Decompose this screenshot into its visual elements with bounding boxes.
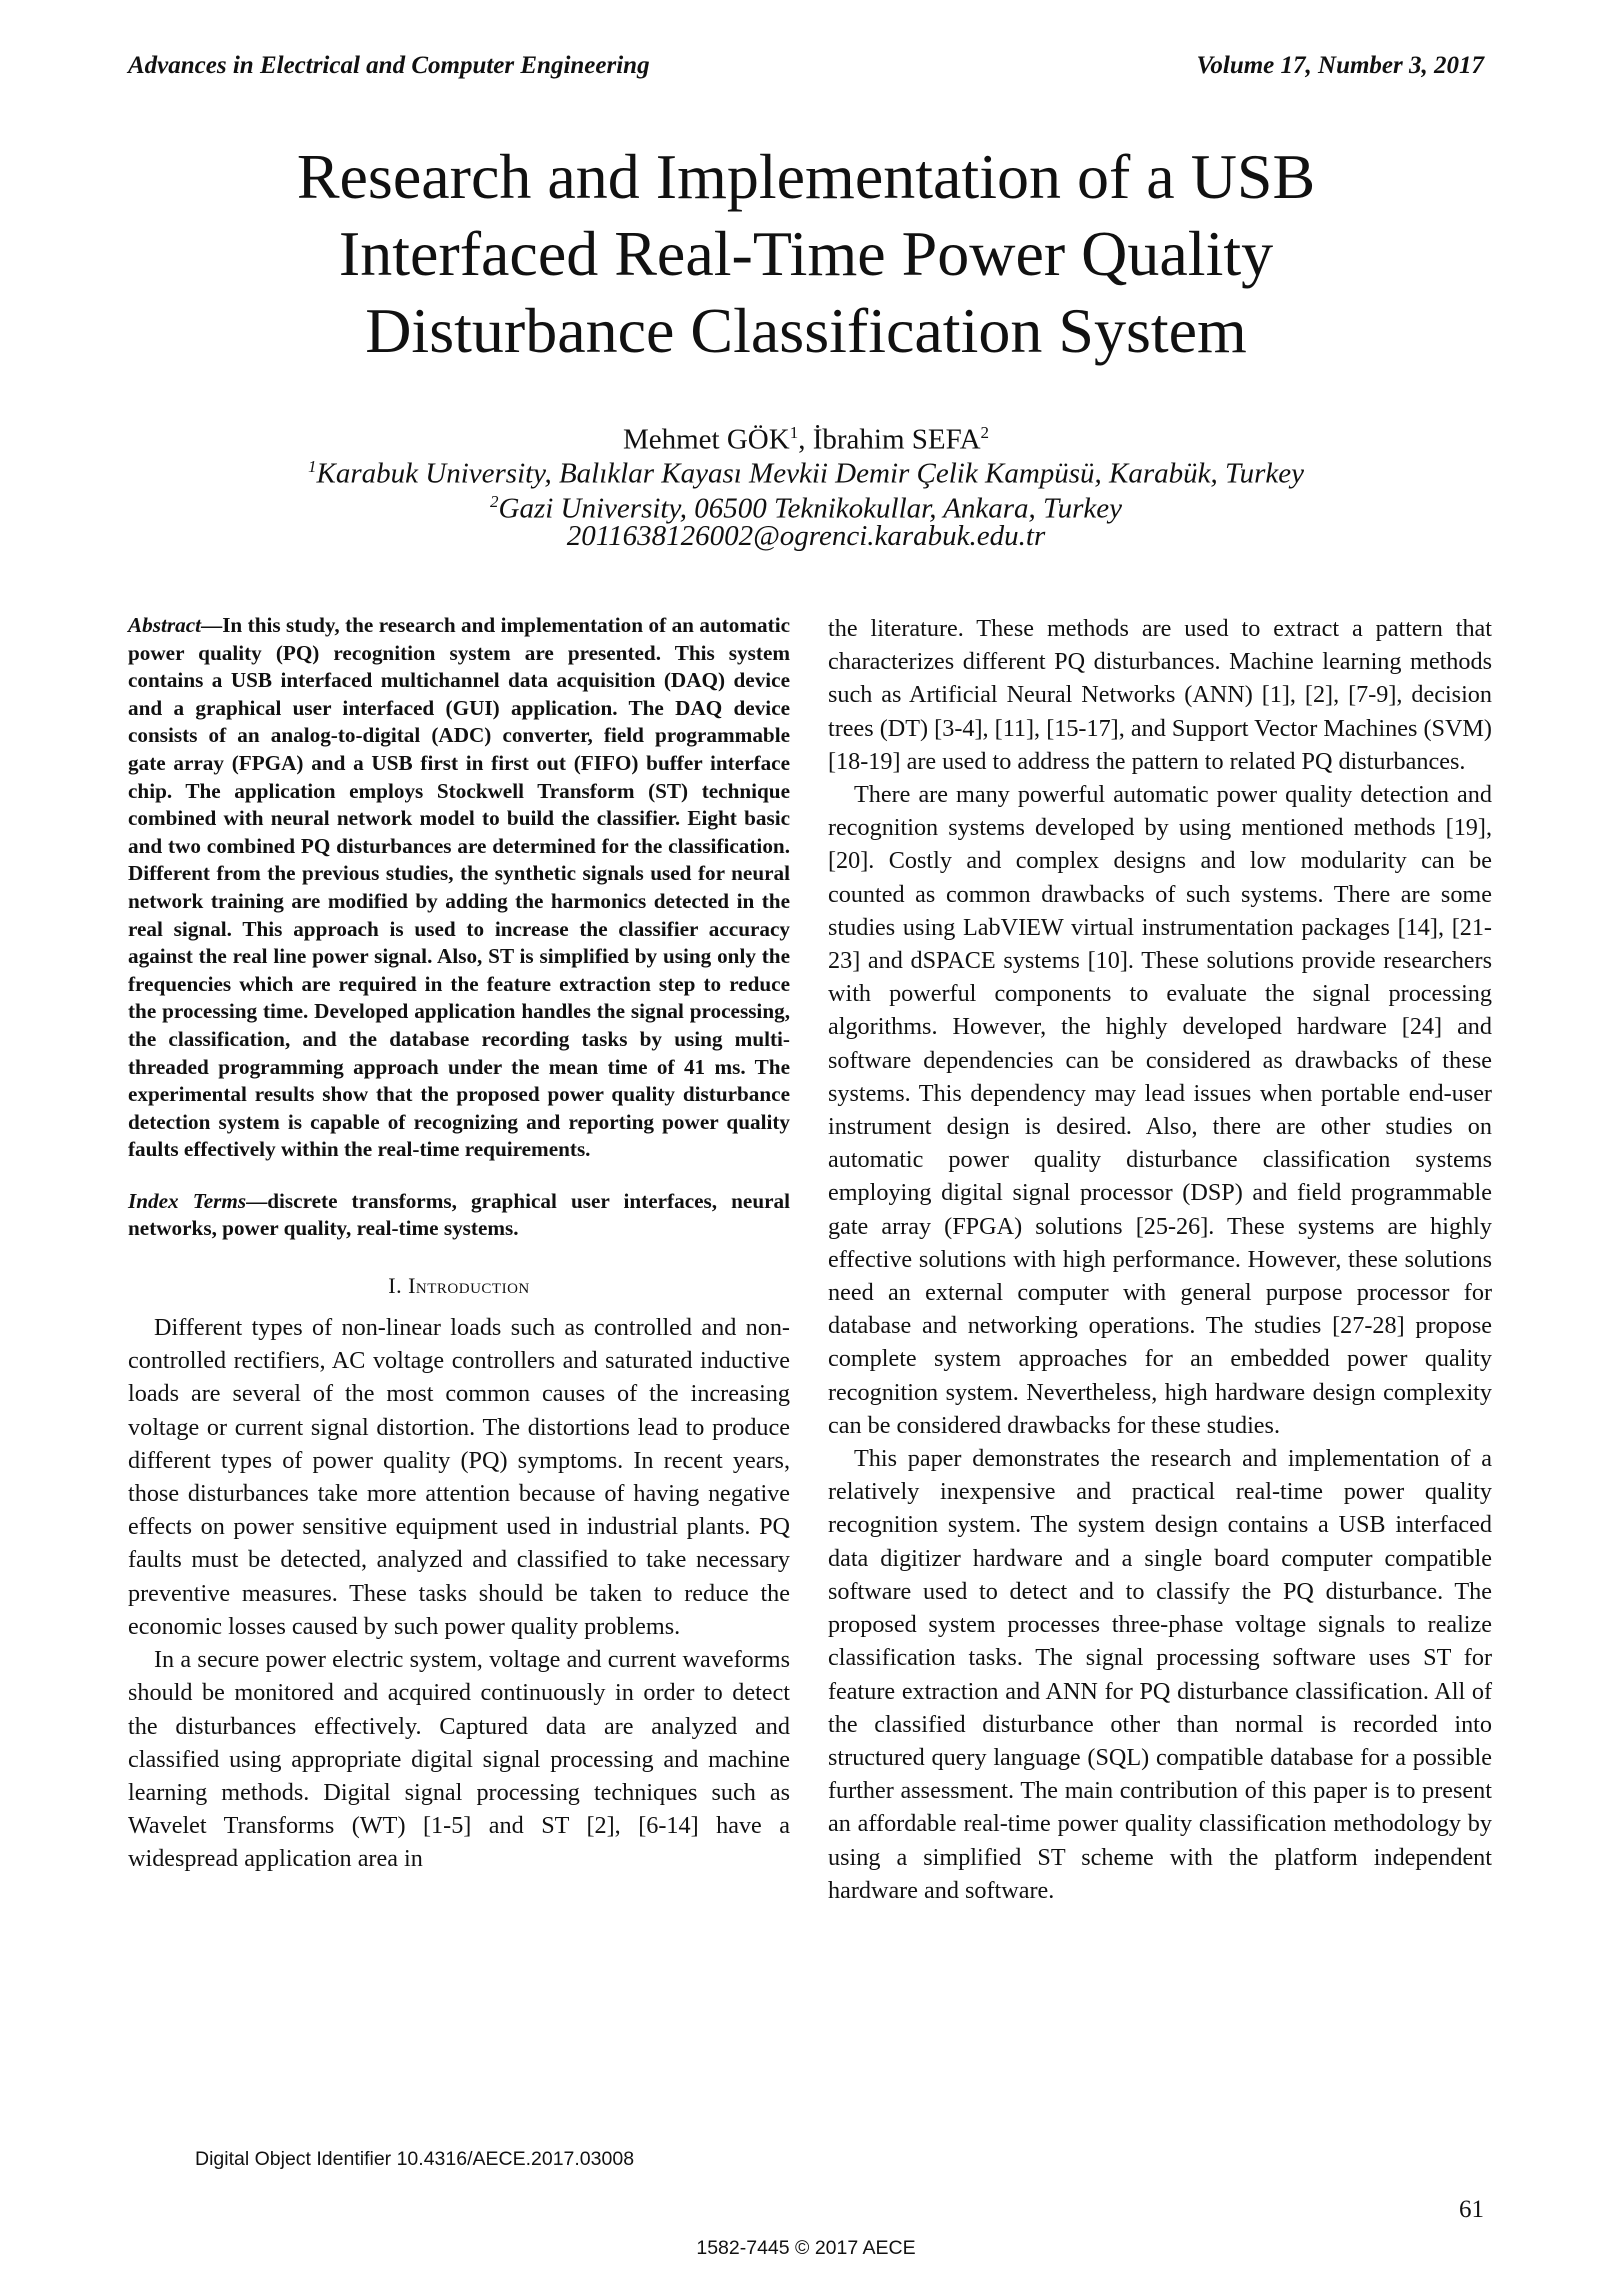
body-paragraph: the literature. These methods are used to extract a pattern that characterizes different PQ disturbances. Machine learning methods such as Artificial Neural Networks (ANN) [1], [2], [7-9], decision trees (DT) [3-4], [11], [15-17], and Support Vector Machines (SVM) [18-19] are used to address the pattern to related PQ disturbances. [828, 615, 1492, 775]
section-heading [128, 1273, 790, 1299]
affiliation-text: Karabuk University, Balıklar Kayası Mevkii Demir Çelik Kampüsü, Karabük, Turkey [316, 457, 1304, 490]
section-number: I. [388, 1273, 409, 1299]
affiliation-text: Gazi University, 06500 Teknikokullar, Ankara, Turkey [498, 492, 1122, 525]
author-affiliation-mark: 1 [789, 423, 799, 442]
abstract-label: Abstract [128, 613, 201, 637]
title-line: Disturbance Classification System [365, 295, 1247, 366]
title-line: Research and Implementation of a USB [296, 141, 1316, 212]
author-separator: , [798, 423, 813, 456]
author-email [160, 519, 1452, 554]
left-column [128, 612, 790, 1876]
author-name: İbrahim SEFA [812, 423, 981, 456]
issn-footer: 1582-7445 © 2017 AECE [696, 2237, 916, 2259]
volume-info: Volume 17, Number 3, 2017 [1196, 52, 1484, 79]
body-paragraph: In a secure power electric system, voltage and current waveforms should be monitored and acquired continuously in order to detect the disturbances effectively. Captured data are analyzed and classified using appropriate digital signal processing and machine learning methods. Digital signal processing techniques such as Wavelet Transforms (WT) [1-5] and ST [2], [6-14] have a widespread application area in [128, 1646, 790, 1873]
doi-footer: Digital Object Identifier 10.4316/AECE.2017.03008 [195, 2148, 635, 2170]
section-title: Introduction [408, 1273, 530, 1299]
body-paragraph: There are many powerful automatic power quality detection and recognition systems developed by using mentioned methods [19], [20]. Costly and complex designs and low modularity can be counted as common drawbacks of such systems. There are some studies using LabVIEW virtual instrumentation packages [14], [21-23] and dSPACE systems [10]. These solutions provide researchers with powerful components to evaluate the signal processing algorithms. However, the highly developed hardware [24] and software dependencies can be considered as drawbacks of these systems. This dependency may lead issues when portable end-user instrument design is desired. Also, there are other studies on automatic power quality disturbance classification systems employing digital signal processor (DSP) and field programmable gate array (FPGA) solutions [25-26]. These systems are highly effective solutions with high performance. However, these solutions need an external computer with general purpose processor for database and networking operations. The studies [27-28] propose complete system approaches for an embedded power quality recognition system. Nevertheless, high hardware design complexity can be considered drawbacks for these studies. [828, 781, 1492, 1439]
abstract [128, 612, 790, 1164]
journal-name: Advances in Electrical and Computer Engineering [128, 52, 650, 79]
paper-title [180, 138, 1432, 369]
right-column [828, 612, 1492, 1907]
body-paragraph: This paper demonstrates the research and implementation of a relatively inexpensive and practical real-time power quality recognition system. The system design contains a USB interfaced data digitizer hardware and a single board computer compatible software used to detect and to classify the PQ disturbance. The proposed system processes three-phase voltage signals to realize classification tasks. The signal processing software uses ST for feature extraction and ANN for PQ disturbance classification. All of the classified disturbance other than normal is recorded into structured query language (SQL) compatible database for a possible further assessment. The main contribution of this paper is to present an affordable real-time power quality classification methodology by using a simplified ST scheme with the platform independent hardware and software. [828, 1445, 1492, 1904]
affiliation-mark: 1 [308, 457, 317, 476]
body-paragraph: Different types of non-linear loads such as controlled and non-controlled rectifiers, AC voltage controllers and saturated inductive loads are several of the most common causes of the increasing voltage or current signal distortion. The distortions lead to produce different types of power quality (PQ) symptoms. In recent years, those disturbances take more attention because of having negative effects on power sensitive equipment used in industrial plants. PQ faults must be detected, analyzed and classified to take necessary preventive measures. These tasks should be taken to reduce the economic losses caused by such power quality problems. [128, 1314, 790, 1640]
index-terms-text: —discrete transforms, graphical user interfaces, neural networks, power quality, real-time systems. [128, 1188, 790, 1241]
email-text: 2011638126002@ogrenci.karabuk.edu.tr [566, 520, 1046, 552]
abstract-text: —In this study, the research and implementation of an automatic power quality (PQ) recognition system are presented. This system contains a USB interfaced multichannel data acquisition (DAQ) device and a graphical user interfaced (GUI) application. The DAQ device consists of an analog-to-digital (ADC) converter, field programmable gate array (FPGA) and a USB first in first out (FIFO) buffer interface chip. The application employs Stockwell Transform (ST) technique combined with neural network model to build the classifier. Eight basic and two combined PQ disturbances are determined for the classification. Different from the previous studies, the synthetic signals used for neural network training are modified by adding the harmonics detected in the real signal. This approach is used to increase the classifier accuracy against the real line power signal. Also, ST is simplified by using only the frequencies which are required in the feature extraction step to reduce the processing time. Developed application handles the signal processing, the classification, and the database recording tasks by using multi-threaded programming approach under the mean time of 41 ms. The experimental results show that the proposed power quality disturbance detection system is capable of recognizing and reporting power quality faults effectively within the real-time requirements. [128, 613, 790, 1162]
index-terms-label: Index Terms [128, 1188, 247, 1213]
author-affiliation-mark: 2 [980, 423, 990, 442]
author-name: Mehmet GÖK [622, 423, 790, 456]
title-line: Interfaced Real-Time Power Quality [338, 218, 1274, 289]
page-number: 61 [1459, 2196, 1484, 2223]
affiliation-mark: 2 [490, 492, 499, 511]
index-terms [128, 1188, 790, 1243]
